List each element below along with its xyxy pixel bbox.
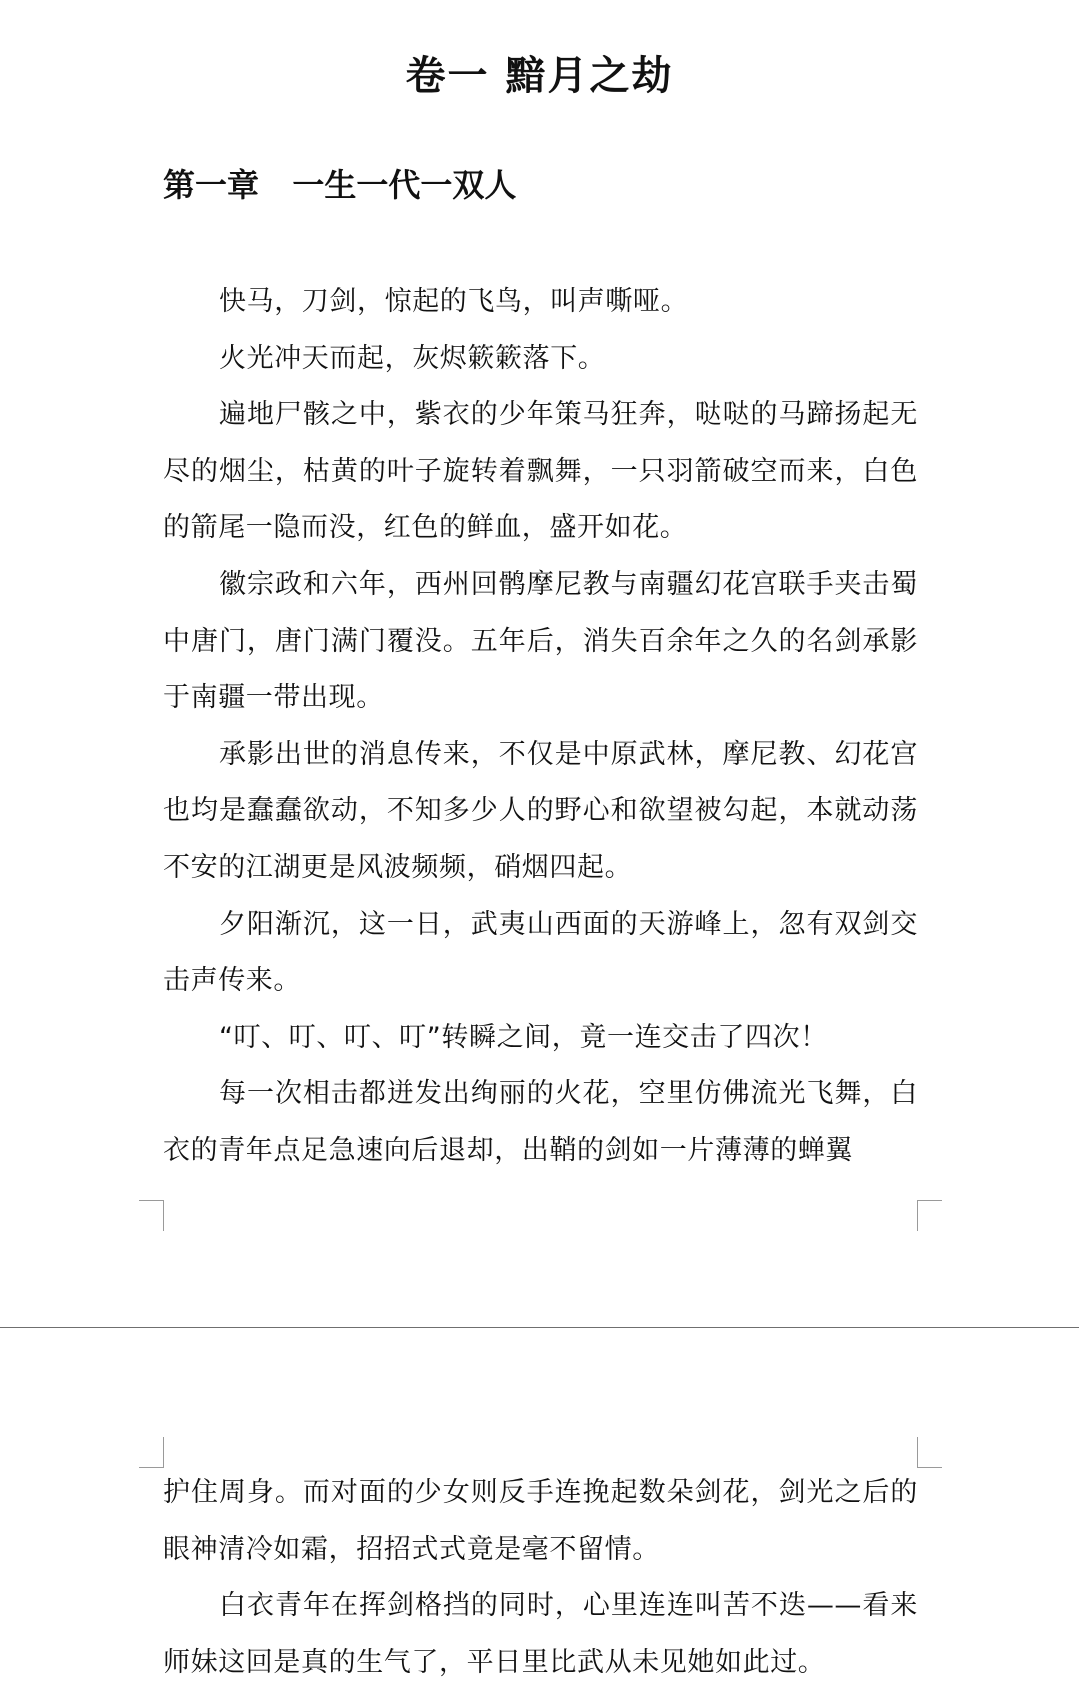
paragraph: 快马，刀剑，惊起的飞鸟，叫声嘶哑。	[219, 286, 689, 317]
page-2-body-text	[163, 1465, 918, 1691]
chapter-title: 第一章 一生一代一双人	[163, 166, 517, 204]
page-margin-corner-bottom-right	[917, 1200, 942, 1231]
volume-title: 卷一 黯月之劫	[405, 53, 674, 99]
page-margin-corner-top-left	[139, 1437, 164, 1468]
paragraph-continued: 护住周身。而对面的少女则反手连挽起数朵剑花，剑光之后的眼神清冷如霜，招招式式竟是毫不留情。	[163, 1477, 918, 1565]
paragraph: 夕阳渐沉，这一日，武夷山西面的天游峰上，忽有双剑交击声传来。	[163, 908, 918, 997]
paragraph: 火光冲天而起，灰烬簌簌落下。	[219, 342, 606, 374]
document-page-2	[0, 1329, 1079, 1697]
paragraph: 白衣青年在挥剑格挡的同时，心里连连叫苦不迭——看来师妹这回是真的生气了，平日里比武从未见她如此过。	[163, 1590, 918, 1678]
paragraph: “叮、叮、叮、叮”转瞬之间，竟一连交击了四次！	[219, 1021, 828, 1053]
page-1-body-text	[163, 274, 918, 1180]
paragraph: 徽宗政和六年，西州回鹘摩尼教与南疆幻花宫联手夹击蜀中唐门，唐门满门覆没。五年后，消失百余年之久的名剑承影于南疆一带出现。	[163, 568, 918, 714]
paragraph: 承影出世的消息传来，不仅是中原武林，摩尼教、幻花宫也均是蠢蠢欲动，不知多少人的野心和欲望被勾起，本就动荡不安的江湖更是风波频频，硝烟四起。	[163, 738, 918, 883]
page-margin-corner-top-right	[917, 1437, 942, 1468]
page-break-divider	[0, 1327, 1079, 1328]
paragraph: 遍地尸骸之中，紫衣的少年策马狂奔，哒哒的马蹄扬起无尽的烟尘，枯黄的叶子旋转着飘舞，一只羽箭破空而来，白色的箭尾一隐而没，红色的鲜血，盛开如花。	[163, 399, 918, 544]
page-margin-corner-bottom-left	[139, 1200, 164, 1231]
paragraph: 每一次相击都迸发出绚丽的火花，空里仿佛流光飞舞，白衣的青年点足急速向后退却，出鞘的剑如一片薄薄的蝉翼	[163, 1078, 918, 1166]
